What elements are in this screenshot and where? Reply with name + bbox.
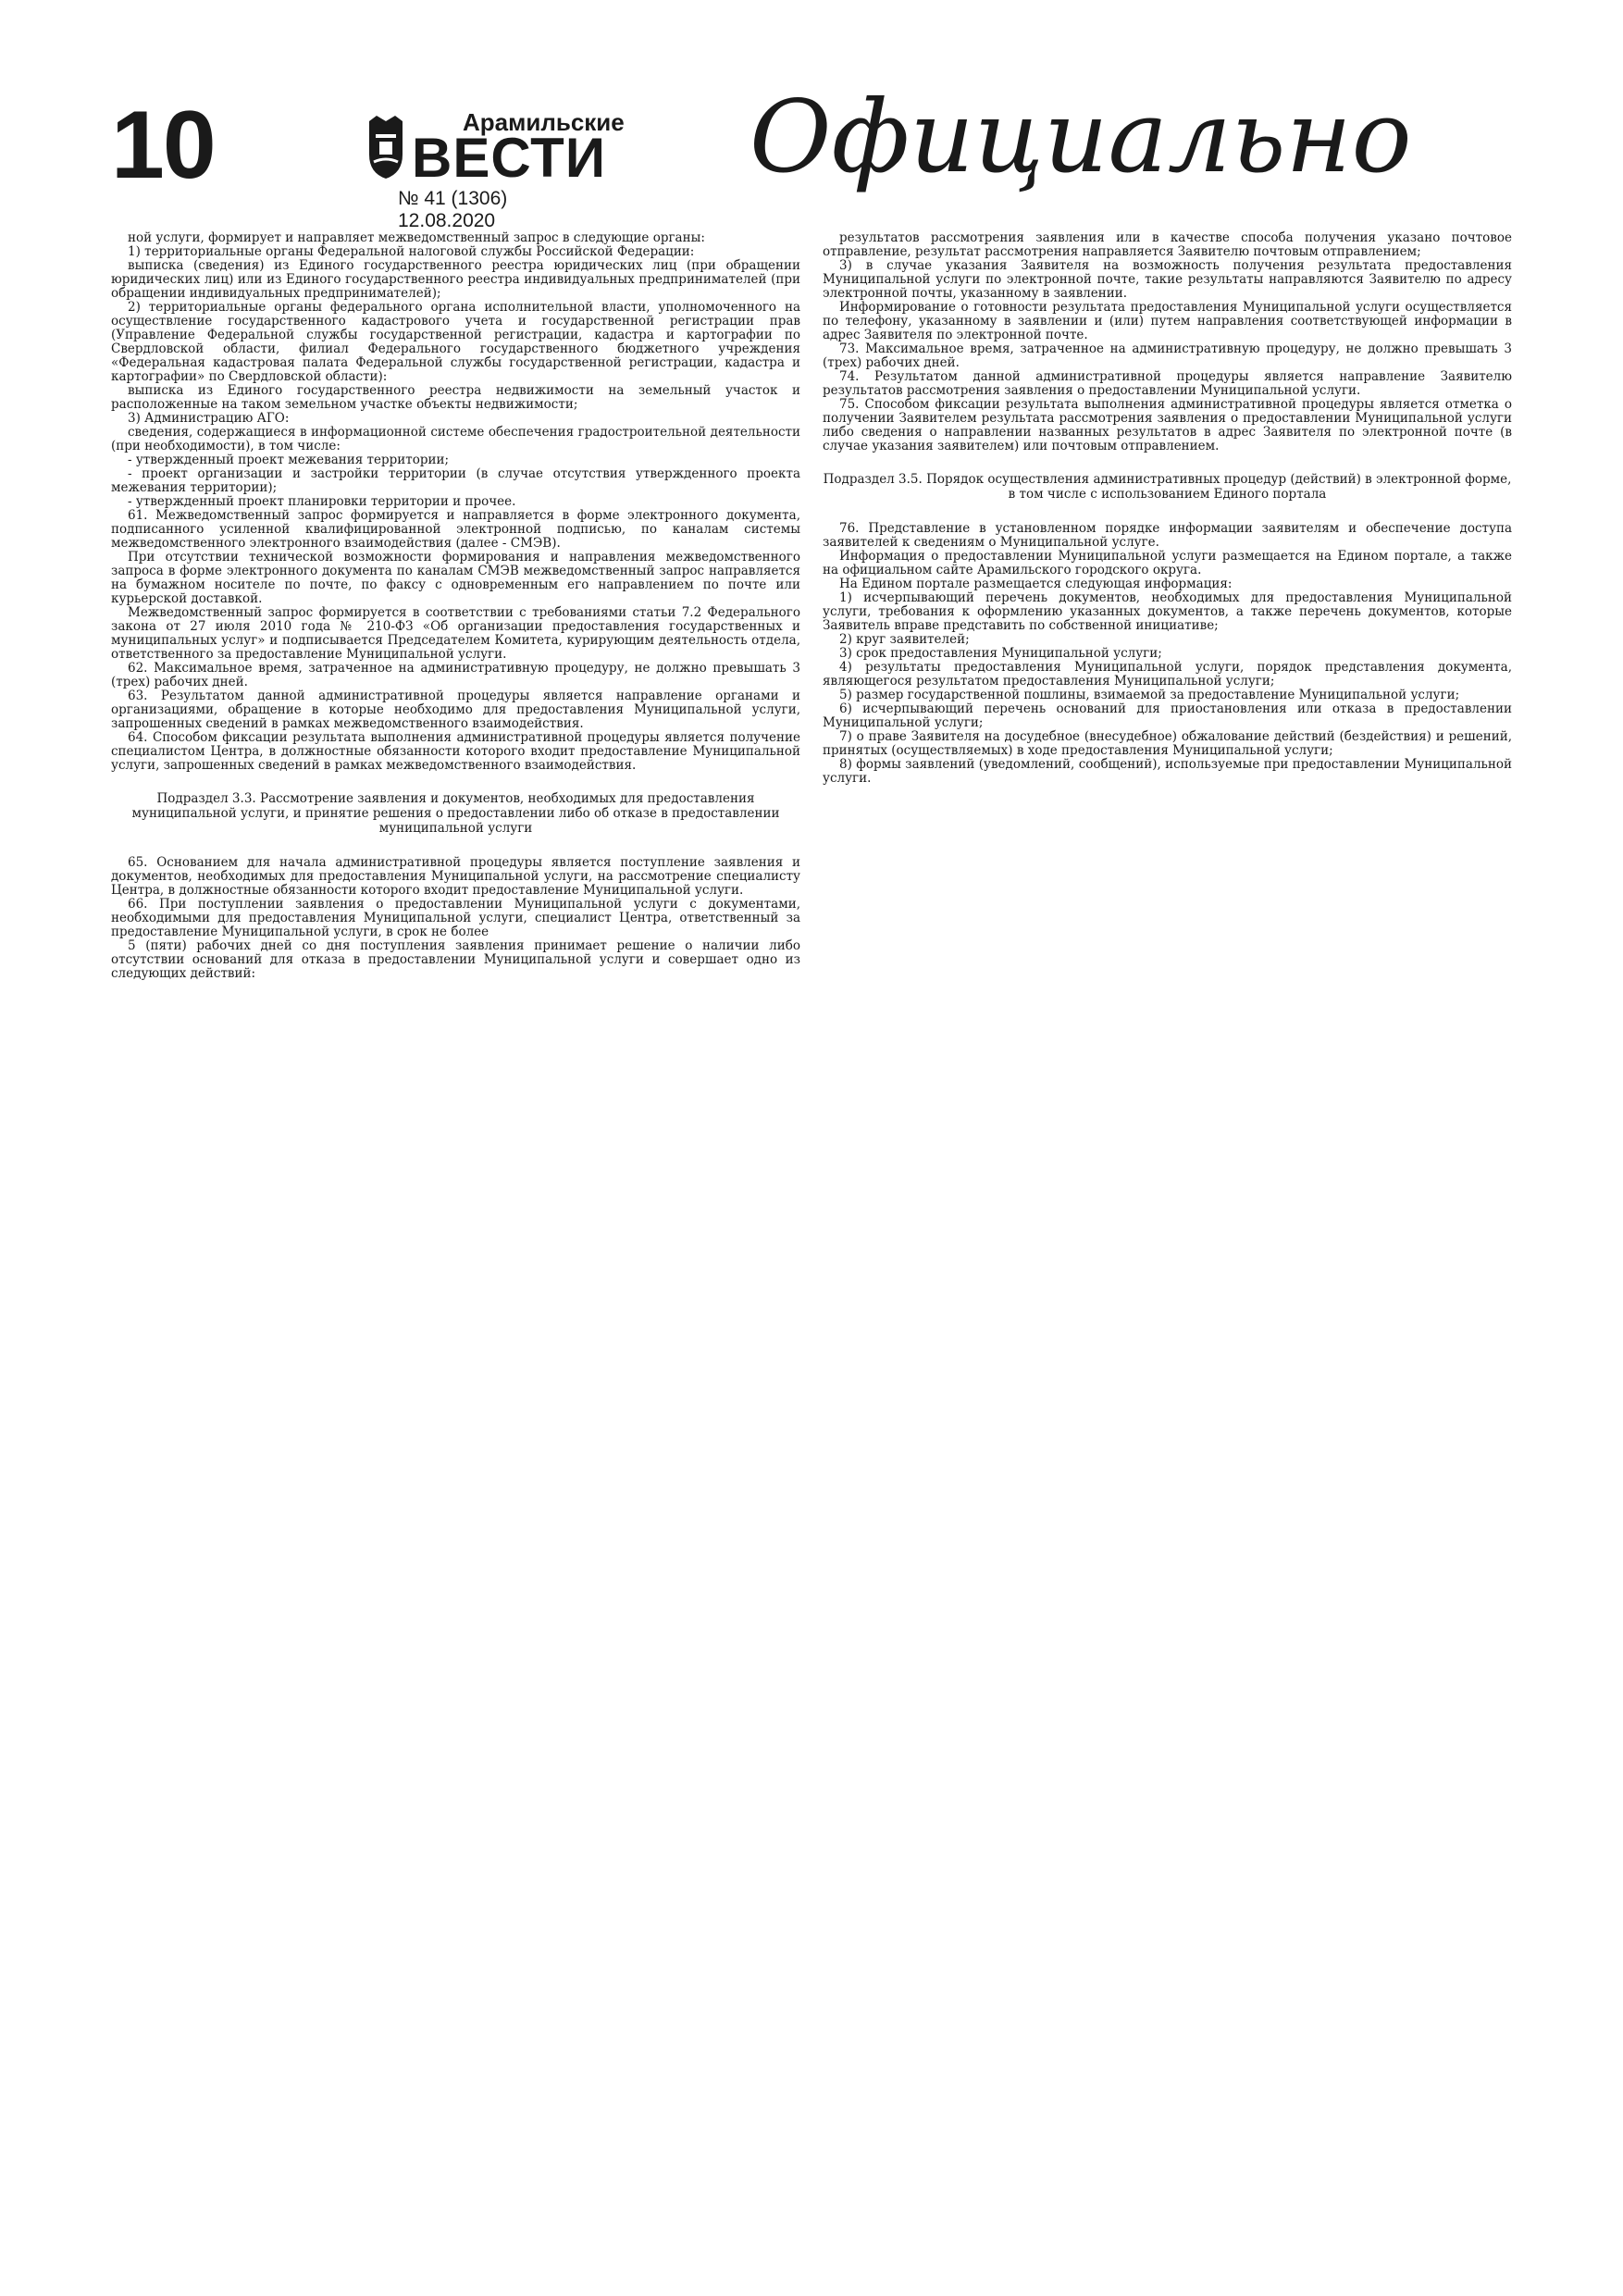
paragraph: выписка (сведения) из Единого государственного реестра юридических лиц (при обращении юридических лиц) или из Единого государственного реестра индивидуальных предпринимателей (при обращении индивидуальных предпринимателей);: [111, 258, 800, 301]
paragraph: 5) размер государственной пошлины, взимаемой за предоставление Муниципальной услуги;: [839, 688, 1460, 702]
paragraph: 74. Результатом данной административной процедуры является направление Заявителю результатов рассмотрения заявления о предоставлении Муниципальной услуги.: [823, 369, 1512, 398]
brand-title: ВЕСТИ: [412, 127, 606, 189]
paragraph: 76. Представление в установленном порядке информации заявителям и обеспечение доступа заявителей к сведениям о Муниципальной услуге.: [823, 521, 1512, 550]
paragraph: сведения, содержащиеся в информационной системе обеспечения градостроительной деятельности (при необходимости), в том числе:: [111, 425, 800, 453]
article-body: [111, 231, 1512, 2267]
paragraph: - проект организации и застройки территории (в случае отсутствия утвержденного проекта межевания территории);: [111, 466, 800, 495]
paragraph: 4) результаты предоставления Муниципальной услуги, порядок представления документа, являющегося результатом предоставления Муниципальной услуги;: [823, 660, 1512, 689]
masthead: [111, 80, 1518, 231]
paragraph: 3) в случае указания Заявителя на возможность получения результата предоставления Муниципальной услуги по электронной почте, такие результаты направляются Заявителю по адресу электронной почты, указанному в заявлении.: [823, 258, 1512, 301]
paragraph: 5 (пяти) рабочих дней со дня поступления заявления принимает решение о наличии либо отсутствии оснований для отказа в предоставлении Муниципальной услуги и совершает одно из следующих действий:: [111, 938, 800, 981]
paragraph: 73. Максимальное время, затраченное на административную процедуру, не должно превышать 3 (трех) рабочих дней.: [823, 341, 1512, 370]
issue-info: № 41 (1306) 12.08.2020: [398, 188, 508, 231]
newspaper-logo: [254, 103, 625, 231]
paragraph: 1) исчерпывающий перечень документов, необходимых для предоставления Муниципальной услуги, требования к оформлению указанных документов, а также перечень документов, которые Заявитель вправе представить по собственной инициативе;: [823, 590, 1512, 633]
paragraph: 2) круг заявителей;: [839, 632, 970, 647]
paragraph: результатов рассмотрения заявления или в качестве способа получения указано почтовое отправление, результат рассмотрения направляется Заявителю почтовым отправлением;: [823, 230, 1512, 259]
brand-subtitle: Арамильские: [463, 108, 625, 136]
paragraph: 65. Основанием для начала административной процедуры является поступление заявления и документов, необходимых для предоставления Муниципальной услуги, на рассмотрение специалисту Центра, в должностные обязанности которого входит предоставление Муниципальной услуги.: [111, 855, 800, 898]
paragraph: Информация о предоставлении Муниципальной услуги размещается на Едином портале, а также на официальном сайте Арамильского городского округа.: [823, 549, 1512, 577]
paragraph: На Едином портале размещается следующая информация:: [839, 577, 1233, 591]
paragraph: 63. Результатом данной административной процедуры является направление органами и организациями, обращение в которые необходимо для предоставления Муниципальной услуги, запрошенных сведений в рамках межведомственного взаимодействия.: [111, 689, 800, 731]
paragraph: 64. Способом фиксации результата выполнения административной процедуры является получение специалистом Центра, в должностные обязанности которого входит предоставление Муниципальной услуги, запрошенных сведений в рамках межведомственного взаимодействия.: [111, 730, 800, 773]
paragraph: 75. Способом фиксации результата выполнения административной процедуры является отметка о получении Заявителем результата рассмотрения заявления о предоставлении Муниципальной услуги либо сведения о направлении названных результатов в адрес Заявителя по электронной почте (в случае указания заявителем) или почтовым отправлением.: [823, 397, 1512, 453]
section-title: Официально: [750, 80, 1412, 195]
city-crest-icon: [365, 114, 406, 180]
left-column: [111, 231, 800, 981]
subsection-heading: Подраздел 3.3. Рассмотрение заявления и документов, необходимых для предоставления муниципальной услуги, и принятие решения о предоставлении либо об отказе в предоставлении муниципальной услуги: [131, 791, 780, 836]
paragraph: 6) исчерпывающий перечень оснований для приостановления или отказа в предоставлении Муниципальной услуги;: [823, 701, 1512, 730]
paragraph: 3) срок предоставления Муниципальной услуги;: [839, 646, 1162, 661]
paragraph: Межведомственный запрос формируется в соответствии с требованиями статьи 7.2 Федерального закона от 27 июля 2010 года № 210-ФЗ «Об организации предоставления государственных и муниципальных услуг» и подписывается Председателем Комитета, курирующим деятельность отдела, ответственного за предоставление Муниципальной услуги.: [111, 605, 800, 662]
paragraph: - утвержденный проект планировки территории и прочее.: [128, 494, 516, 509]
paragraph: 62. Максимальное время, затраченное на административную процедуру, не должно превышать 3 (трех) рабочих дней.: [111, 661, 800, 689]
paragraph: При отсутствии технической возможности формирования и направления межведомственного запроса в форме электронного документа по каналам СМЭВ межведомственный запрос направляется на бумажном носителе по почте, по факсу с одновременным его направлением по почте или курьерской доставкой.: [111, 550, 800, 606]
paragraph: 2) территориальные органы федерального органа исполнительной власти, уполномоченного на осуществление государственного кадастрового учета и государственной регистрации прав (Управление Федеральной службы государственной регистрации, кадастра и картографии по Свердловской области, филиал Федерального государственного бюджетного учреждения «Федеральная кадастровая палата Федеральной службы государственной регистрации, кадастра и картографии» по Свердловской области):: [111, 300, 800, 384]
subsection-heading: Подраздел 3.5. Порядок осуществления административных процедур (действий) в электронной форме, в том числе с использованием Единого портала: [823, 472, 1512, 502]
paragraph: 66. При поступлении заявления о предоставлении Муниципальной услуги с документами, необходимыми для предоставления Муниципальной услуги, специалист Центра, ответственный за предоставление Муниципальной услуги, в срок не более: [111, 897, 800, 939]
paragraph: ной услуги, формирует и направляет межведомственный запрос в следующие органы:: [128, 230, 705, 245]
right-column: [823, 231, 1512, 786]
paragraph: 8) формы заявлений (уведомлений, сообщений), используемые при предоставлении Муниципальной услуги.: [823, 757, 1512, 786]
page-number: 10: [111, 92, 215, 199]
paragraph: 7) о праве Заявителя на досудебное (внесудебное) обжалование действий (бездействия) и решений, принятых (осуществляемых) в ходе предоставления Муниципальной услуги;: [823, 729, 1512, 758]
paragraph: Информирование о готовности результата предоставления Муниципальной услуги осуществляется по телефону, указанному в заявлении и (или) путем направления соответствующей информации в адрес Заявителя по электронной почте.: [823, 300, 1512, 342]
paragraph: выписка из Единого государственного реестра недвижимости на земельный участок и расположенные на таком земельном участке объекты недвижимости;: [111, 383, 800, 412]
paragraph: - утвержденный проект межевания территории;: [128, 453, 450, 467]
paragraph: 61. Межведомственный запрос формируется и направляется в форме электронного документа, подписанного усиленной квалифицированной электронной подписью, по каналам системы межведомственного электронного взаимодействия (далее - СМЭВ).: [111, 508, 800, 551]
paragraph: 1) территориальные органы Федеральной налоговой службы Российской Федерации:: [128, 244, 695, 259]
paragraph: 3) Администрацию АГО:: [128, 411, 290, 426]
